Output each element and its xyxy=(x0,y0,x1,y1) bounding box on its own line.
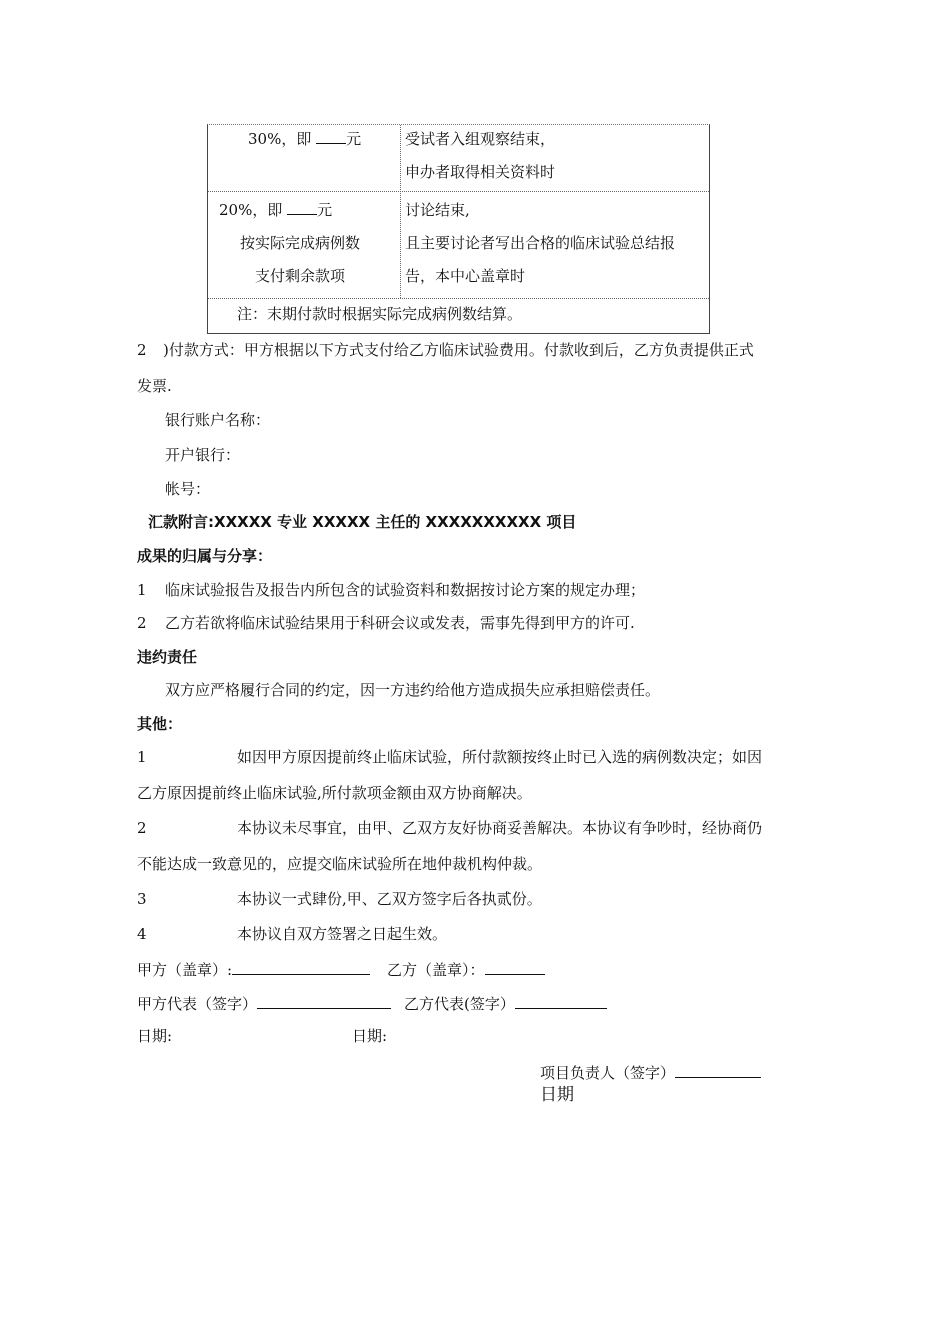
other-item-line2: 乙方原因提前终止临床试验,所付款项金额由双方协商解决。 xyxy=(137,784,532,802)
party-a-rep-row xyxy=(137,992,391,1014)
bank-account-name-label: 银行账户名称： xyxy=(165,411,271,429)
table-row2-condition-line1: 讨论结束, xyxy=(405,201,470,219)
blank-line xyxy=(287,200,317,215)
party-b-date-label: 日期: xyxy=(352,1027,388,1045)
project-lead-row xyxy=(540,1061,761,1083)
party-b-seal-label: 乙方（盖章）： xyxy=(387,961,485,979)
results-heading: 成果的归属与分享： xyxy=(137,547,273,565)
breach-text: 双方应严格履行合同的约定，因一方违约给他方造成损失应承担赔偿责任。 xyxy=(165,681,661,699)
blank-line xyxy=(316,129,346,144)
other-item-line2: 不能达成一致意见的，应提交临床试验所在地仲裁机构仲裁。 xyxy=(137,855,543,873)
other-item-number: 4 xyxy=(137,925,147,943)
table-row2-condition-line2: 且主要讨论者写出合格的临床试验总结报 xyxy=(405,234,676,252)
breach-heading: 违约责任 xyxy=(137,648,198,666)
results-item-text: 临床试验报告及报告内所包含的试验资料和数据按讨论方案的规定办理； xyxy=(165,581,646,599)
table-row-divider xyxy=(208,298,709,299)
bank-name-label: 开户银行： xyxy=(165,446,241,464)
other-item-line1: 本协议未尽事宜，由甲、乙双方友好协商妥善解决。本协议有争吵时，经协商仍 xyxy=(237,819,763,837)
remittance-remark: 汇款附言:XXXXX 专业 XXXXX 主任的 XXXXXXXXXX 项目 xyxy=(148,513,577,531)
payment-method-line1: )付款方式：甲方根据以下方式支付给乙方临床试验费用。付款收到后，乙方负责提供正式 xyxy=(163,341,754,359)
other-item-number: 1 xyxy=(137,748,147,766)
party-b-rep-row xyxy=(404,992,607,1014)
party-a-rep-line[interactable] xyxy=(257,992,391,1009)
table-row2-method-line2: 支付剩余款项 xyxy=(255,267,346,285)
results-item-number: 2 xyxy=(137,614,147,632)
party-a-date-label: 日期: xyxy=(137,1027,173,1045)
other-item-number: 2 xyxy=(137,819,147,837)
table-note: 注：末期付款时根据实际完成病例数结算。 xyxy=(237,305,523,323)
payment-schedule-table xyxy=(207,124,710,334)
results-item-number: 1 xyxy=(137,581,147,599)
table-row2-amount: 20%，即 元 xyxy=(219,201,333,219)
party-b-seal-line[interactable] xyxy=(485,958,545,975)
table-row1-condition-line2: 申办者取得相关资料时 xyxy=(405,163,556,181)
other-item-line1: 本协议一式肆份,甲、乙双方签字后各执贰份。 xyxy=(237,890,542,908)
results-item-text: 乙方若欲将临床试验结果用于科研会议或发表，需事先得到甲方的许可. xyxy=(165,614,635,632)
table-row-divider xyxy=(208,191,709,192)
other-item-line1: 本协议自双方签署之日起生效。 xyxy=(237,925,448,943)
project-lead-label: 项目负责人（签字） xyxy=(540,1064,676,1082)
table-row1-condition-line1: 受试者入组观察结束， xyxy=(405,130,556,148)
table-row2-condition-line3: 告，本中心盖章时 xyxy=(405,267,526,285)
project-lead-line[interactable] xyxy=(675,1061,761,1078)
party-a-seal-row xyxy=(137,958,370,980)
table-row2-method-line1: 按实际完成病例数 xyxy=(240,234,361,252)
other-heading: 其他： xyxy=(137,715,183,733)
table-row1-amount: 30%，即 元 xyxy=(248,130,362,148)
party-b-rep-label: 乙方代表(签字） xyxy=(404,995,515,1013)
other-item-number: 3 xyxy=(137,890,147,908)
party-a-seal-line[interactable] xyxy=(232,958,370,975)
table-column-divider xyxy=(400,125,401,298)
final-date-label: 日期 xyxy=(540,1085,574,1105)
other-item-line1: 如因甲方原因提前终止临床试验，所付款额按终止时已入选的病例数决定；如因 xyxy=(237,748,763,766)
party-a-seal-label: 甲方（盖章）: xyxy=(137,961,233,979)
payment-method-line2: 发票. xyxy=(137,377,172,395)
party-a-rep-label: 甲方代表（签字） xyxy=(137,995,258,1013)
account-number-label: 帐号： xyxy=(165,480,211,498)
party-b-seal-row xyxy=(387,958,545,980)
party-b-rep-line[interactable] xyxy=(515,992,607,1009)
payment-method-number: 2 xyxy=(137,341,147,359)
